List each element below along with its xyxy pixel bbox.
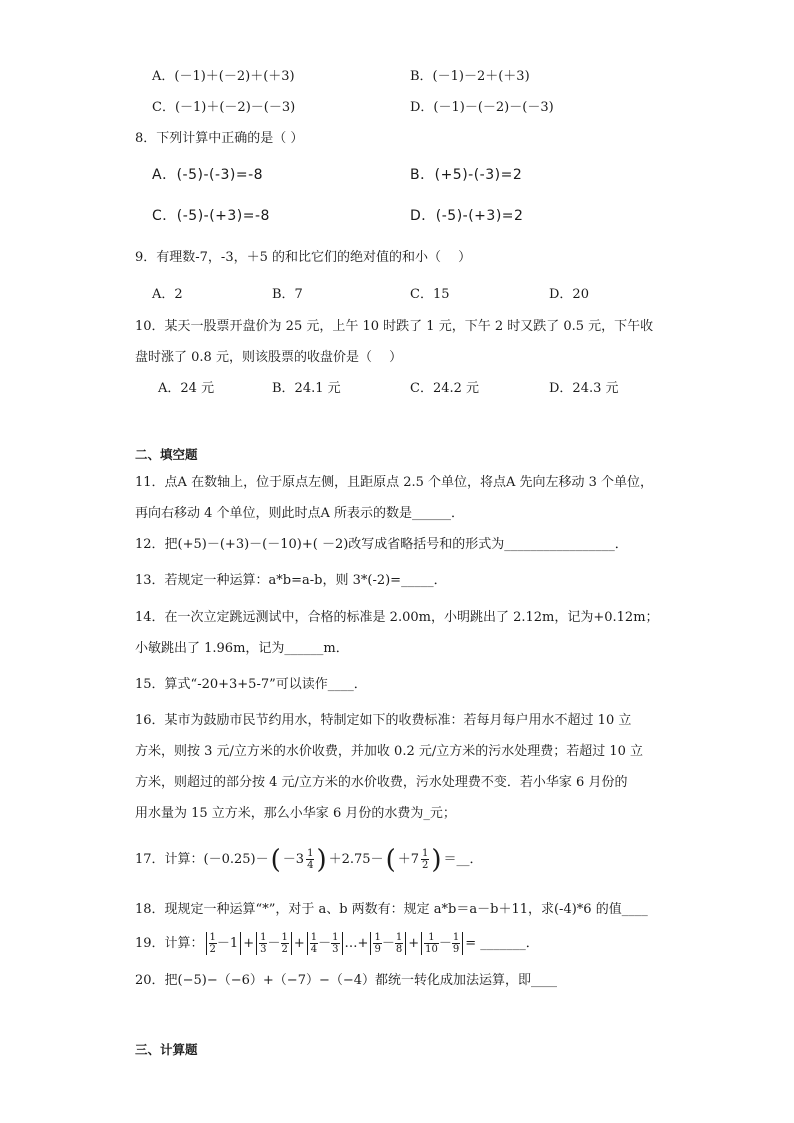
fraction — [452, 932, 460, 955]
q17-suffix: ＝__． — [443, 851, 483, 867]
q8-option-a: A．(-5)-(-3)=-8 — [152, 167, 264, 183]
left-paren: ( — [385, 844, 396, 875]
left-paren: ( — [270, 844, 281, 875]
section-title-calculation: 三、计算题 — [135, 1042, 198, 1057]
q14-line2: 小敏跳出了 1.96m，记为______m． — [135, 641, 349, 656]
fraction — [395, 932, 403, 955]
numerator: 1 — [395, 932, 403, 943]
q8-stem: 8．下列计算中正确的是（ ） — [135, 131, 304, 146]
q10-option-c: C．24.2 元 — [410, 381, 480, 396]
section-title-fill-blank: 二、填空题 — [135, 447, 198, 462]
q9-option-a: A．2 — [152, 287, 183, 302]
q19-abs-term-5: $\frac{1}{10}$ － $\frac{1}{9}$ — [421, 932, 463, 955]
q16-line4: 用水量为 15 立方米，那么小华家 6 月份的水费为_元； — [135, 806, 456, 821]
q19-prefix: 19．计算： — [135, 935, 204, 951]
denominator: 3 — [332, 944, 339, 955]
denominator: 9 — [374, 944, 381, 955]
q8-option-b: B．(+5)-(-3)=2 — [410, 167, 523, 183]
q7-option-b: B．(－1)－2＋(＋3) — [410, 69, 530, 84]
q9-option-c: C．15 — [410, 287, 450, 302]
q17-part1-integer: －3 — [282, 851, 305, 867]
q12: 12．把(+5)－(+3)－(－10)+( －2)改写成省略括号和的形式为_________________． — [135, 537, 628, 552]
q8-option-d: D．(-5)-(+3)=2 — [410, 208, 524, 224]
q11-line1: 11．点A 在数轴上，位于原点左侧，且距原点 2.5 个单位，将点A 先向左移动 3 个单位， — [135, 475, 654, 490]
denominator: 10 — [425, 944, 438, 955]
right-paren: ) — [316, 844, 327, 875]
q17-fraction-2-denominator: 2 — [422, 860, 429, 871]
q16-line2: 方米，则按 3 元/立方米的水价收费，并加收 0.2 元/立方米的污水处理费；若超过 10 立 — [135, 744, 644, 759]
q17-fraction-2-numerator: 1 — [422, 848, 429, 859]
fraction — [424, 932, 439, 955]
q17-fraction-1-denominator: 4 — [307, 860, 314, 871]
right-paren: ) — [431, 844, 442, 875]
q19-abs-term-2: $\frac{1}{3}$ － $\frac{1}{2}$ — [256, 932, 292, 955]
fraction — [209, 932, 217, 955]
q17-fraction-1-numerator: 1 — [307, 848, 314, 859]
q19-abs-term-4: $\frac{1}{9}$ － $\frac{1}{8}$ — [370, 932, 406, 955]
numerator: 1 — [374, 932, 381, 943]
q10-stem-line1: 10．某天一股票开盘价为 25 元，上午 10 时跌了 1 元，下午 2 时又跌了 0.5 元，下午收 — [135, 319, 654, 334]
minus-one: －1 — [216, 936, 239, 951]
q17-fraction-1 — [306, 848, 314, 871]
q17-prefix: 17．计算：(－0.25)－ — [135, 851, 269, 867]
fraction — [281, 932, 289, 955]
denominator: 3 — [260, 944, 267, 955]
q10-option-b: B．24.1 元 — [272, 381, 341, 396]
q7-option-c: C．(－1)＋(－2)－(－3) — [152, 100, 296, 115]
q9-option-d: D．20 — [549, 287, 589, 302]
q13: 13．若规定一种运算：a*b=a-b，则 3*(-2)=_____． — [135, 573, 447, 588]
fraction — [259, 932, 267, 955]
q15: 15．算式“-20+3+5-7”可以读作____． — [135, 677, 367, 692]
q19-abs-term-3: $\frac{1}{4}$ － $\frac{1}{3}$ — [307, 932, 343, 955]
q9-stem: 9．有理数-7，-3，＋5 的和比它们的绝对值的和小（ ） — [135, 250, 472, 265]
numerator: 1 — [310, 932, 318, 943]
q8-option-c: C．(-5)-(+3)=-8 — [152, 208, 270, 224]
q17-middle: ＋2.75－ — [328, 851, 384, 867]
fraction — [373, 932, 381, 955]
fraction — [331, 932, 339, 955]
q9-option-b: B．7 — [272, 287, 303, 302]
q18: 18．现规定一种运算“*”，对于 a、b 两数有：规定 a*b＝a－b＋11，求(-4)*6 的值____ — [135, 902, 648, 917]
q11-line2: 再向右移动 4 个单位，则此时点A 所表示的数是______． — [135, 506, 465, 521]
denominator: 2 — [281, 944, 288, 955]
denominator: 4 — [310, 944, 318, 955]
denominator: 2 — [209, 944, 216, 955]
ellipsis-plus: …+ — [344, 935, 369, 951]
numerator: 1 — [452, 932, 460, 943]
q17-part2-integer: ＋7 — [397, 851, 419, 867]
plus-sign: + — [243, 935, 255, 951]
denominator: 8 — [395, 944, 403, 955]
q7-option-a: A．(－1)＋(－2)＋(＋3) — [152, 69, 295, 84]
q17 — [135, 844, 483, 875]
q16-line1: 16．某市为鼓励市民节约用水，特制定如下的收费标准：若每月每户用水不超过 10 立 — [135, 713, 632, 728]
plus-sign: + — [293, 935, 305, 951]
numerator: 1 — [332, 932, 339, 943]
numerator: 1 — [424, 932, 439, 944]
q19-abs-term-1 — [206, 932, 242, 955]
q14-line1: 14．在一次立定跳远测试中，合格的标准是 2.00m，小明跳出了 2.12m，记为+0.12m； — [135, 610, 659, 625]
q19 — [135, 932, 539, 955]
fraction — [310, 932, 318, 955]
q17-fraction-2 — [421, 848, 429, 871]
q20: 20．把(−5)−（−6）+（−7）−（−4）都统一转化成加法运算，即____ — [135, 973, 558, 988]
denominator: 9 — [452, 944, 460, 955]
q10-stem-line2: 盘时涨了 0.8 元，则该股票的收盘价是（ ） — [135, 350, 403, 365]
numerator: 1 — [281, 932, 288, 943]
numerator: 1 — [209, 932, 216, 943]
q10-option-d: D．24.3 元 — [549, 381, 619, 396]
q19-suffix: = _______． — [465, 935, 539, 951]
q10-option-a: A．24 元 — [158, 381, 215, 396]
q16-line3: 方米，则超过的部分按 4 元/立方米的水价收费，污水处理费不变．若小华家 6 月份的 — [135, 775, 628, 790]
q7-option-d: D．(－1)－(－2)－(－3) — [410, 100, 554, 115]
numerator: 1 — [260, 932, 267, 943]
plus-sign: + — [408, 935, 420, 951]
